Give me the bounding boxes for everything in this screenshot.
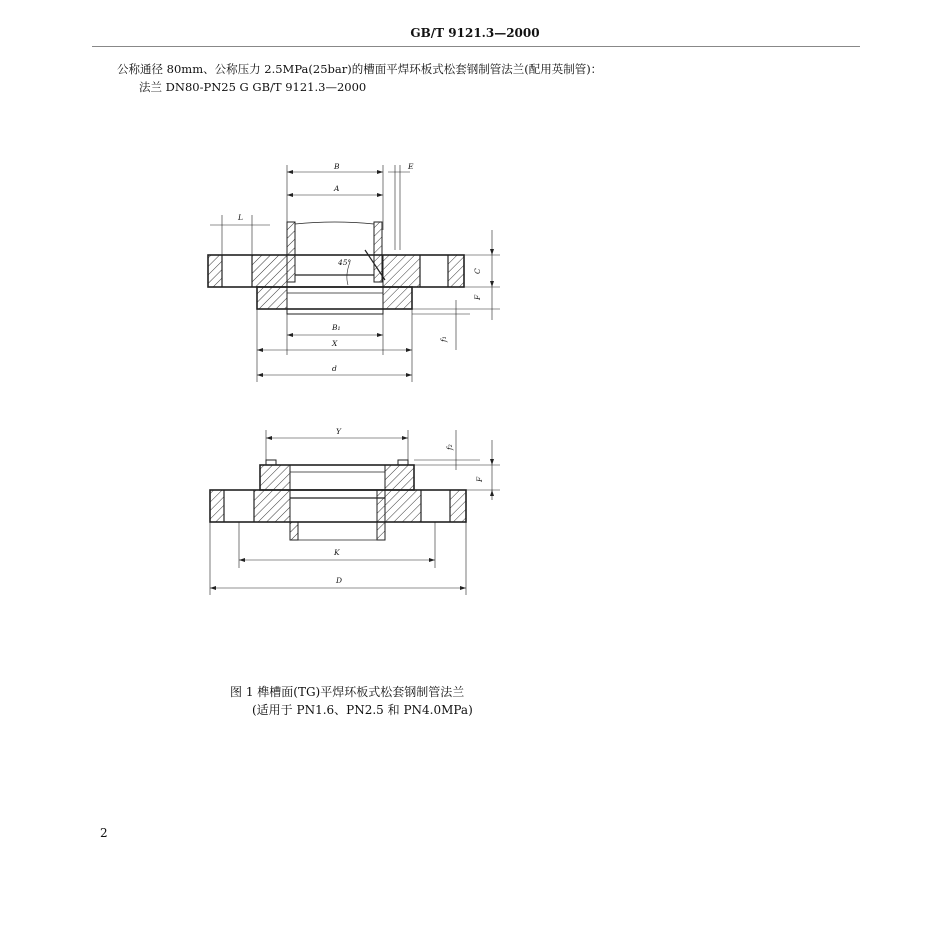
example-text	[117, 60, 602, 96]
dim-D-label: D	[336, 576, 343, 585]
flange-drawing	[180, 150, 540, 614]
figure-caption	[230, 683, 473, 719]
dim-Y-label: Y	[336, 427, 341, 436]
dim-d-label: d	[332, 364, 337, 373]
example-line-2: 法兰 DN80-PN25 G GB/T 9121.3—2000	[139, 80, 367, 94]
dim-A-label: A	[334, 184, 340, 193]
dim-X-label: X	[332, 339, 338, 348]
dim-B1-label: B₁	[332, 323, 341, 332]
dim-F-label: F	[473, 294, 482, 300]
top-view	[208, 162, 500, 382]
running-header	[0, 26, 950, 40]
dim-f2-label: f₂	[445, 444, 454, 450]
dim-f1-label: f₁	[439, 336, 448, 342]
flange-technical-drawing	[180, 150, 540, 610]
dim-L-label: L	[238, 213, 243, 222]
header-rule	[92, 46, 860, 47]
dim-F-label-2: F	[475, 476, 484, 482]
dim-K-label: K	[334, 548, 340, 557]
figure-title: 图 1 榫槽面(TG)平焊环板式松套钢制管法兰	[230, 685, 465, 699]
standard-number: GB/T 9121.3—2000	[410, 26, 540, 40]
dim-B-label: B	[334, 162, 340, 171]
bottom-view	[210, 427, 500, 595]
dim-E-label: E	[408, 162, 414, 171]
dim-C-label: C	[473, 268, 482, 274]
angle-45-label: 45°	[338, 258, 352, 267]
figure-subtitle: (适用于 PN1.6、PN2.5 和 PN4.0MPa)	[252, 703, 473, 717]
example-line-1: 公称通径 80mm、公称压力 2.5MPa(25bar)的槽面平焊环板式松套钢制管法兰(配用英制管)：	[117, 62, 603, 76]
page-number: 2	[100, 826, 108, 840]
